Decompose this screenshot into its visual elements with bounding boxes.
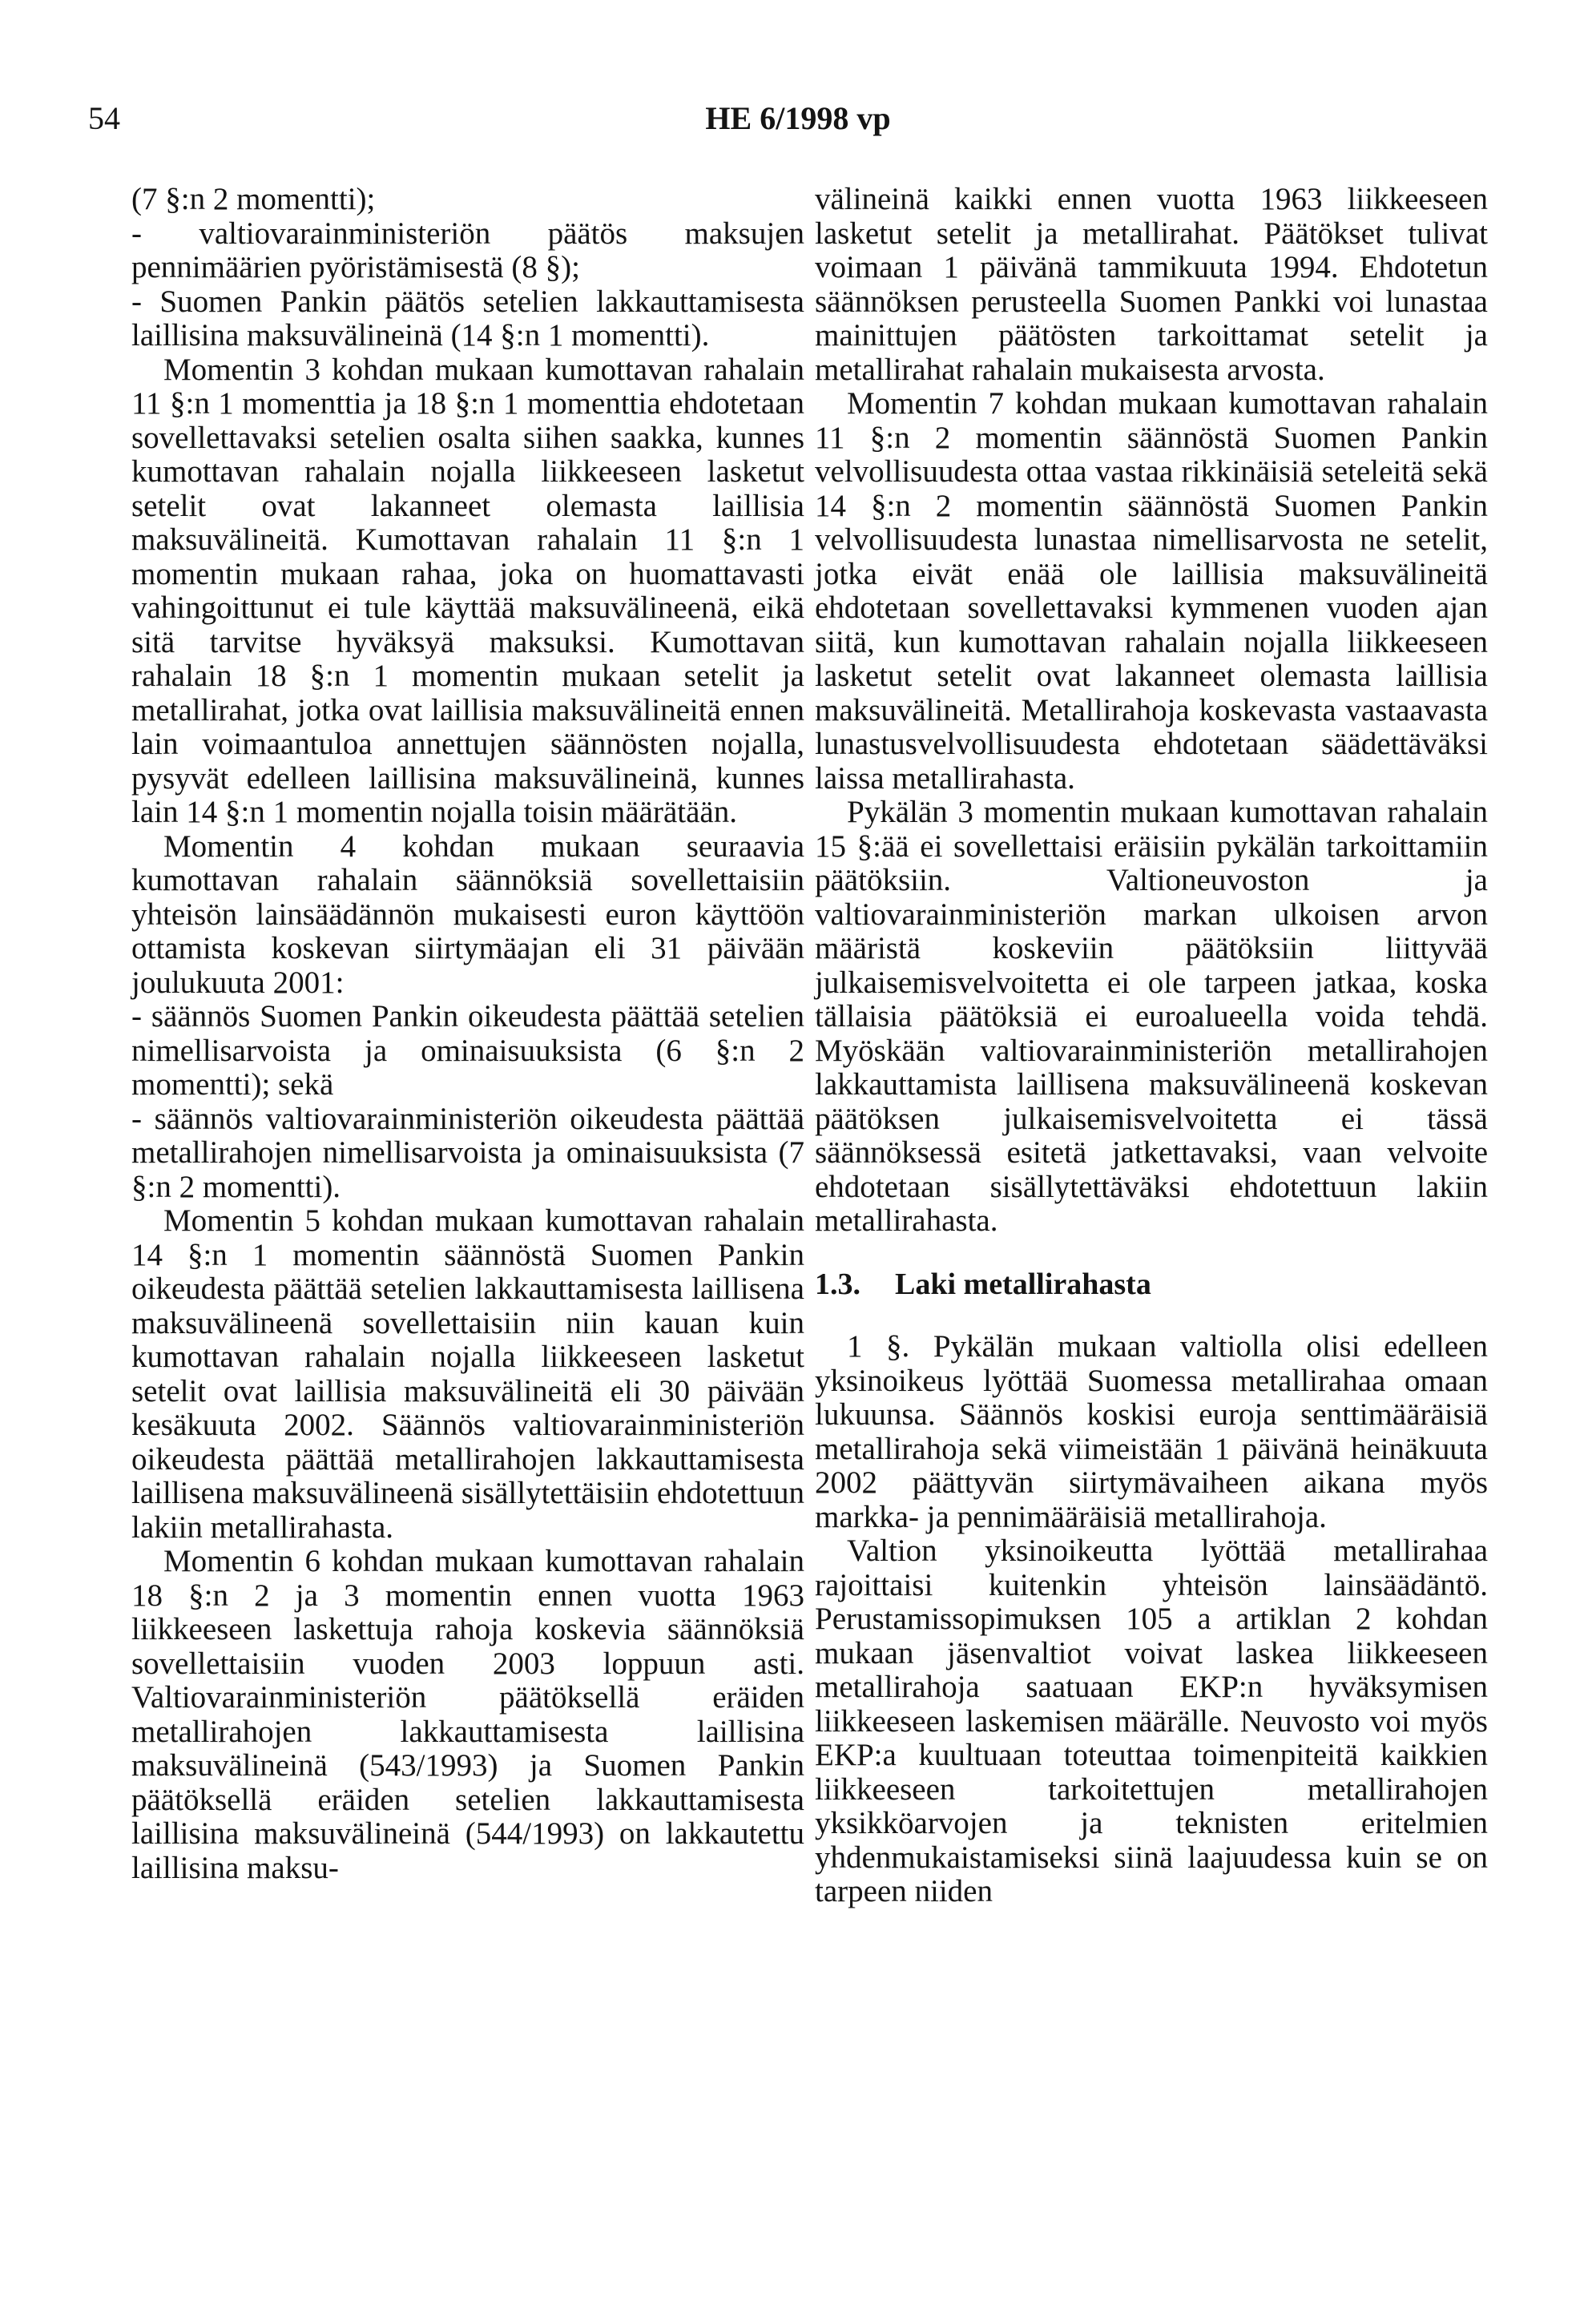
paragraph: 1 §. Pykälän mukaan valtiolla olisi edelleen yksinoikeus lyöttää Suomessa metallirahaa omaan lukuunsa. Säännös koskisi euroja senttimääräisiä metallirahoja sekä viimeistään 1 päivänä heinäkuuta 2002 päättyvän siirtymävaiheen aikana myös markka- ja pennimääräisiä metallirahoja. (815, 1329, 1488, 1534)
paragraph: Momentin 6 kohdan mukaan kumottavan rahalain 18 §:n 2 ja 3 momentin ennen vuotta 1963 liikkeeseen laskettuja rahoja koskevia säännöksiä sovellettaisiin vuoden 2003 loppuun asti. Valtiovarainministeriön päätöksellä eräiden metallirahojen lakkauttamisesta laillisina maksuvälineinä (543/1993) ja Suomen Pankin päätöksellä eräiden setelien lakkauttamisesta laillisina maksuvälineinä (544/1993) on lakkautettu laillisina maksu- (131, 1544, 804, 1885)
left-column (131, 183, 804, 1885)
paragraph: välineinä kaikki ennen vuotta 1963 liikkeeseen lasketut setelit ja metallirahat. Päätökset tulivat voimaan 1 päivänä tammikuuta 1994. Ehdotetun säännöksen perusteella Suomen Pankki voi lunastaa mainittujen päätösten tarkoittamat setelit ja metallirahat rahalain mukaisesta arvosta. (815, 182, 1488, 387)
page-number: 54 (88, 100, 120, 136)
list-item: - säännös valtiovarainministeriön oikeudesta päättää metallirahojen nimellisarvoista ja ominaisuuksista (7 §:n 2 momentti). (131, 1101, 804, 1204)
right-column (815, 183, 1488, 1909)
section-heading (815, 1267, 1488, 1302)
paragraph: Momentin 4 kohdan mukaan seuraavia kumottavan rahalain säännöksiä sovellettaisiin yhteisön lainsäädännön mukaisesti euron käyttöön ottamista koskevan siirtymäajan eli 31 päivään joulukuuta 2001: (131, 828, 804, 1000)
paragraph: Pykälän 3 momentin mukaan kumottavan rahalain 15 §:ää ei sovellettaisi eräisiin pykälän tarkoittamiin päätöksiin. Valtioneuvoston ja valtiovarainministeriön markan ulkoisen arvon määristä koskeviin päätöksiin liittyvää julkaisemisvelvoitetta ei ole tarpeen jatkaa, koska tällaisia päätöksiä ei euroalueella voida tehdä. Myöskään valtiovarainministeriön metallirahojen lakkauttamista laillisena maksuvälineenä koskevan päätöksen julkaisemisvelvoitetta ei tässä säännöksessä esitetä jatkettavaksi, vaan velvoite ehdotetaan sisällytettäväksi ehdotettuun lakiin metallirahasta. (815, 795, 1488, 1238)
list-item: - Suomen Pankin päätös setelien lakkauttamisesta laillisina maksuvälineinä (14 §:n 1 momentti). (131, 284, 804, 353)
paragraph: Momentin 3 kohdan mukaan kumottavan rahalain 11 §:n 1 momenttia ja 18 §:n 1 momenttia ehdotetaan sovellettavaksi setelien osalta siihen saakka, kunnes kumottavan rahalain nojalla liikkeeseen lasketut setelit ovat lakanneet olemasta laillisia maksuvälineitä. Kumottavan rahalain 11 §:n 1 momentin mukaan rahaa, joka on huomattavasti vahingoittunut ei tule käyttää maksuvälineenä, eikä sitä tarvitse hyväksyä maksuksi. Kumottavan rahalain 18 §:n 1 momentin mukaan setelit ja metallirahat, jotka ovat laillisia maksuvälineitä ennen lain voimaantuloa annettujen säännösten nojalla, pysyvät edelleen laillisina maksuvälineinä, kunnes lain 14 §:n 1 momentin nojalla toisin määrätään. (131, 352, 804, 829)
paragraph: (7 §:n 2 momentti); (131, 182, 376, 216)
paragraph: Momentin 5 kohdan mukaan kumottavan rahalain 14 §:n 1 momentin säännöstä Suomen Pankin oikeudesta päättää setelien lakkauttamisesta laillisena maksuvälineenä sovellettaisiin niin kauan kuin kumottavan rahalain nojalla liikkeeseen lasketut setelit ovat laillisia maksuvälineitä eli 30 päivään kesäkuuta 2002. Säännös valtiovarainministeriön oikeudesta päättää metallirahojen lakkauttamisesta laillisena maksuvälineenä sisällytettäisiin ehdotettuun lakiin metallirahasta. (131, 1203, 804, 1545)
running-head: HE 6/1998 vp (705, 100, 891, 136)
section-number: 1.3. (815, 1267, 860, 1301)
paragraph: Momentin 7 kohdan mukaan kumottavan rahalain 11 §:n 2 momentin säännöstä Suomen Pankin velvollisuudesta ottaa vastaa rikkinäisiä seteleitä sekä 14 §:n 2 momentin säännöstä Suomen Pankin velvollisuudesta lunastaa nimellisarvosta ne setelit, jotka eivät enää ole laillisia maksuvälineitä ehdotetaan sovellettavaksi kymmenen vuoden ajan siitä, kun kumottavan rahalain nojalla liikkeeseen lasketut setelit ovat lakanneet olemasta laillisia maksuvälineitä. Metallirahoja koskevasta vastaavasta lunastusvelvollisuudesta ehdotetaan säädettäväksi laissa metallirahasta. (815, 386, 1488, 796)
list-item: - valtiovarainministeriön päätös maksujen pennimäärien pyöristämisestä (8 §); (131, 216, 804, 284)
list-item: - säännös Suomen Pankin oikeudesta päättää setelien nimellisarvoista ja ominaisuuksista (6 §:n 2 momentti); sekä (131, 999, 804, 1102)
section-title: Laki metallirahasta (895, 1267, 1151, 1301)
paragraph: Valtion yksinoikeutta lyöttää metallirahaa rajoittaisi kuitenkin yhteisön lainsäädäntö. Perustamissopimuksen 105 a artiklan 2 kohdan mukaan jäsenvaltiot voivat laskea liikkeeseen metallirahoja saatuaan EKP:n hyväksymisen liikkeeseen laskemisen määrälle. Neuvosto voi myös EKP:a kuultuaan toteuttaa toimenpiteitä kaikkien liikkeeseen tarkoitettujen metallirahojen yksikköarvojen ja teknisten eritelmien yhdenmukaistamiseksi siinä laajuudessa kuin se on tarpeen niiden (815, 1533, 1488, 1908)
